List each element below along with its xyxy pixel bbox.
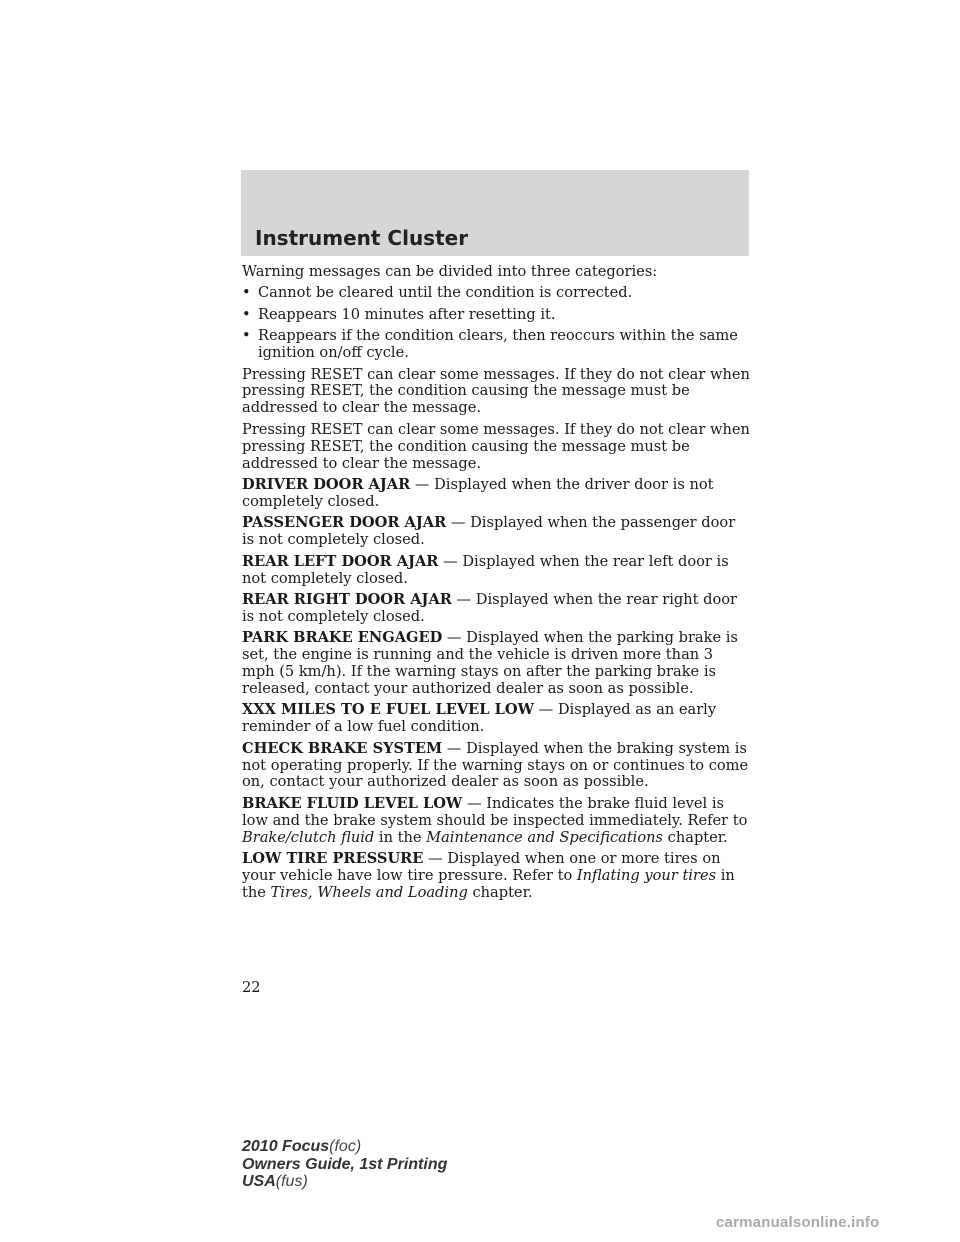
message-description: — Displayed when the parking brake is set, the engine is running and the vehicle is driven more than 3 mph (5 km/h). If the warning stays on after the parking brake is released, contact your authorized dealer as soon as possible. <box>242 629 738 697</box>
message-description: — Displayed when the rear right door is not completely closed. <box>242 590 738 625</box>
message-check-brake-system <box>242 741 750 792</box>
message-term: REAR RIGHT DOOR AJAR <box>242 590 452 608</box>
bullet-icon: • <box>242 284 251 302</box>
list-item-text: Cannot be cleared until the condition is corrected. <box>258 284 633 302</box>
message-term: PASSENGER DOOR AJAR <box>242 514 447 532</box>
message-term: XXX MILES TO E FUEL LEVEL LOW <box>242 701 534 719</box>
bullet-icon: • <box>242 305 251 323</box>
bullet-icon: • <box>242 327 251 345</box>
message-low-tire-pressure <box>242 851 750 902</box>
intro-paragraph: Warning messages can be divided into three categories: <box>242 263 658 280</box>
reset-paragraph: Pressing RESET can clear some messages. If they do not clear when pressing RESET, the condition causing the message must be addressed to clear the message. <box>242 365 750 417</box>
footer-region: USA <box>242 1173 276 1190</box>
section-title: Instrument Cluster <box>255 226 469 250</box>
footer-model-line <box>242 1138 447 1156</box>
cross-reference: Tires, Wheels and Loading <box>270 883 468 901</box>
message-description: — Displayed when the passenger door is not completely closed. <box>242 514 736 549</box>
message-park-brake-engaged <box>242 630 750 698</box>
message-description: chapter. <box>467 883 533 901</box>
footer-guide-line <box>242 1156 447 1174</box>
message-description: — Indicates the brake fluid level is low and the brake system should be inspected immediately. Refer to <box>242 794 748 829</box>
message-brake-fluid-level-low <box>242 796 750 847</box>
section-header <box>241 170 749 256</box>
page-number: 22 <box>242 979 261 996</box>
cross-reference: Brake/clutch fluid <box>242 828 375 846</box>
footer-guide: Owners Guide, 1st Printing <box>242 1155 448 1173</box>
message-term: LOW TIRE PRESSURE <box>242 850 424 868</box>
message-description: — Displayed as an early reminder of a low fuel condition. <box>242 701 717 736</box>
footer-region-code: (fus) <box>275 1173 308 1190</box>
list-item <box>242 307 750 324</box>
message-passenger-door-ajar <box>242 515 750 549</box>
footer-model: 2010 Focus <box>242 1138 330 1155</box>
cross-reference: Maintenance and Specifications <box>426 828 664 846</box>
message-description: — Displayed when one or more tires on your vehicle have low tire pressure. Refer to <box>242 850 721 884</box>
message-term: REAR LEFT DOOR AJAR <box>242 552 439 570</box>
message-description: — Displayed when the driver door is not completely closed. <box>242 475 714 510</box>
message-description: — Displayed when the braking system is not operating properly. If the warning stays on or continues to come on, contact your authorized dealer as soon as possible. <box>242 739 749 791</box>
message-term: DRIVER DOOR AJAR <box>242 475 411 493</box>
message-fuel-level-low <box>242 702 750 736</box>
message-description: chapter. <box>663 828 728 846</box>
page-body <box>242 264 750 906</box>
message-description: in the <box>242 867 735 901</box>
message-description: in the <box>374 828 427 846</box>
list-item-text: Reappears if the condition clears, then reoccurs within the same ignition on/off cycle. <box>258 327 738 362</box>
message-term: BRAKE FLUID LEVEL LOW <box>242 794 463 812</box>
footer-model-code: (foc) <box>329 1138 362 1155</box>
cross-reference: Inflating your tires <box>576 867 717 884</box>
message-rear-right-door-ajar <box>242 592 750 626</box>
list-item-text: Reappears 10 minutes after resetting it. <box>258 305 556 323</box>
watermark: carmanualsonline.info <box>716 1214 880 1231</box>
footer-region-line <box>242 1173 447 1191</box>
list-item <box>242 285 750 302</box>
document-footer <box>242 1138 447 1191</box>
message-term: CHECK BRAKE SYSTEM <box>242 739 443 757</box>
message-driver-door-ajar <box>242 477 750 511</box>
message-rear-left-door-ajar <box>242 554 750 588</box>
message-description: — Displayed when the rear left door is not completely closed. <box>242 552 729 587</box>
reset-paragraph-repeat: Pressing RESET can clear some messages. If they do not clear when pressing RESET, the condition causing the message must be addressed to clear the message. <box>242 420 750 472</box>
message-term: PARK BRAKE ENGAGED <box>242 629 443 647</box>
list-item <box>242 328 750 362</box>
